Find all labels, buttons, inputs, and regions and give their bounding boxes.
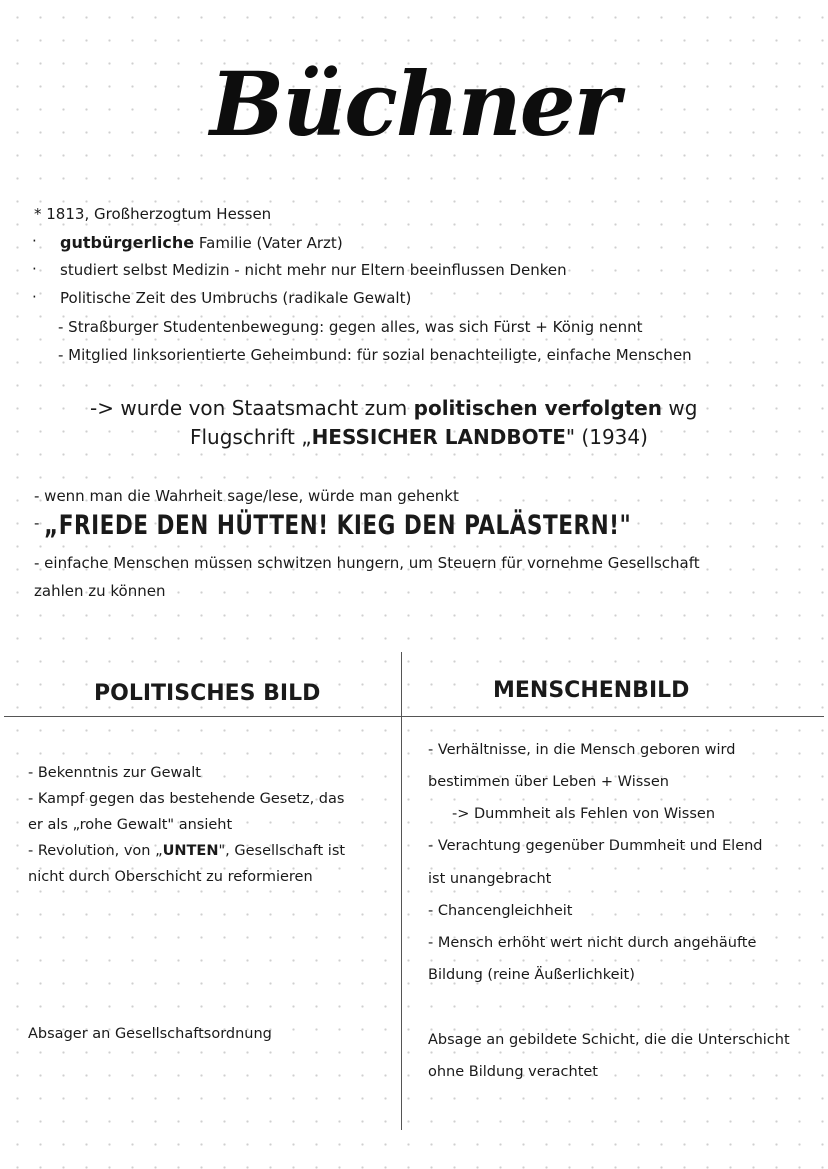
family-line: [60, 233, 343, 252]
men-item: Bildung (reine Äußerlichkeit): [428, 967, 635, 983]
medicine-line: studiert selbst Medizin - nicht mehr nur Eltern beeinflussen Denken: [60, 261, 567, 279]
men-item: -> Dummheit als Fehlen von Wissen: [452, 806, 716, 822]
leaflet-title: HESSICHER LANDBOTE: [311, 425, 566, 449]
men-item: - Verhältnisse, in die Mensch geboren wird: [428, 742, 736, 758]
persecution-text: wg: [662, 396, 698, 420]
birth-line: * 1813, Großherzogtum Hessen: [34, 205, 272, 223]
men-item: bestimmen über Leben + Wissen: [428, 774, 669, 790]
taxes-note-1: - einfache Menschen müssen schwitzen hungern, um Steuern für vornehme Gesellschaft: [34, 554, 700, 572]
taxes-note-2: zahlen zu können: [34, 582, 166, 600]
sub-item-secret-society: - Mitglied linksorientierte Geheimbund: für sozial benachteiligte, einfache Menschen: [58, 346, 692, 364]
pol-item: - Bekenntnis zur Gewalt: [28, 765, 201, 781]
pol-item: nicht durch Oberschicht zu reformieren: [28, 869, 313, 885]
pol-conclusion: Absager an Gesellschaftsordnung: [28, 1026, 272, 1042]
men-conclusion: ohne Bildung verachtet: [428, 1064, 598, 1080]
persecution-bold: politischen verfolgten: [413, 396, 663, 420]
politisches-bild-heading: POLITISCHES BILD: [94, 681, 321, 706]
persecution-text: -> wurde von Staatsmacht zum: [90, 396, 414, 420]
family-prefix: gutbürgerliche: [60, 233, 195, 252]
bullet-dot: ·: [32, 288, 37, 306]
family-rest: Familie (Vater Arzt): [194, 234, 343, 252]
slogan: „FRIEDE DEN HÜTTEN! KIEG DEN PALÄSTERN!": [44, 510, 632, 541]
men-item: - Verachtung gegenüber Dummheit und Elend: [428, 838, 763, 854]
menschenbild-heading: MENSCHENBILD: [493, 678, 690, 703]
bullet-dot: ·: [32, 260, 37, 278]
revolution-text: ", Gesellschaft ist: [218, 843, 346, 859]
table-vertical-divider: [401, 652, 402, 1130]
politics-line: Politische Zeit des Umbruchs (radikale Gewalt): [60, 289, 412, 307]
sub-item-student: - Straßburger Studentenbewegung: gegen alles, was sich Fürst + König nennt: [58, 318, 643, 336]
men-item: - Mensch erhöht wert nicht durch angehäufte: [428, 935, 757, 951]
persecution-line-2: [190, 425, 648, 449]
pol-item: - Kampf gegen das bestehende Gesetz, das: [28, 791, 345, 807]
persecution-line-1: [90, 396, 697, 420]
pol-item-revolution: [28, 843, 345, 859]
men-item: ist unangebracht: [428, 871, 552, 887]
truth-note: - wenn man die Wahrheit sage/lese, würde man gehenkt: [34, 487, 459, 505]
pol-item: er als „rohe Gewalt" ansieht: [28, 817, 233, 833]
men-item: - Chancengleichheit: [428, 903, 573, 919]
page-title: Büchner: [209, 52, 619, 156]
bullet-dot: ·: [32, 232, 37, 250]
table-horizontal-divider: [4, 716, 824, 717]
slogan-dash: -: [34, 514, 40, 532]
men-conclusion: Absage an gebildete Schicht, die die Unterschicht: [428, 1032, 790, 1048]
leaflet-text: Flugschrift „: [190, 425, 312, 449]
leaflet-text: " (1934): [565, 425, 648, 449]
revolution-text: - Revolution, von „: [28, 843, 163, 859]
revolution-bold: UNTEN: [162, 843, 219, 859]
